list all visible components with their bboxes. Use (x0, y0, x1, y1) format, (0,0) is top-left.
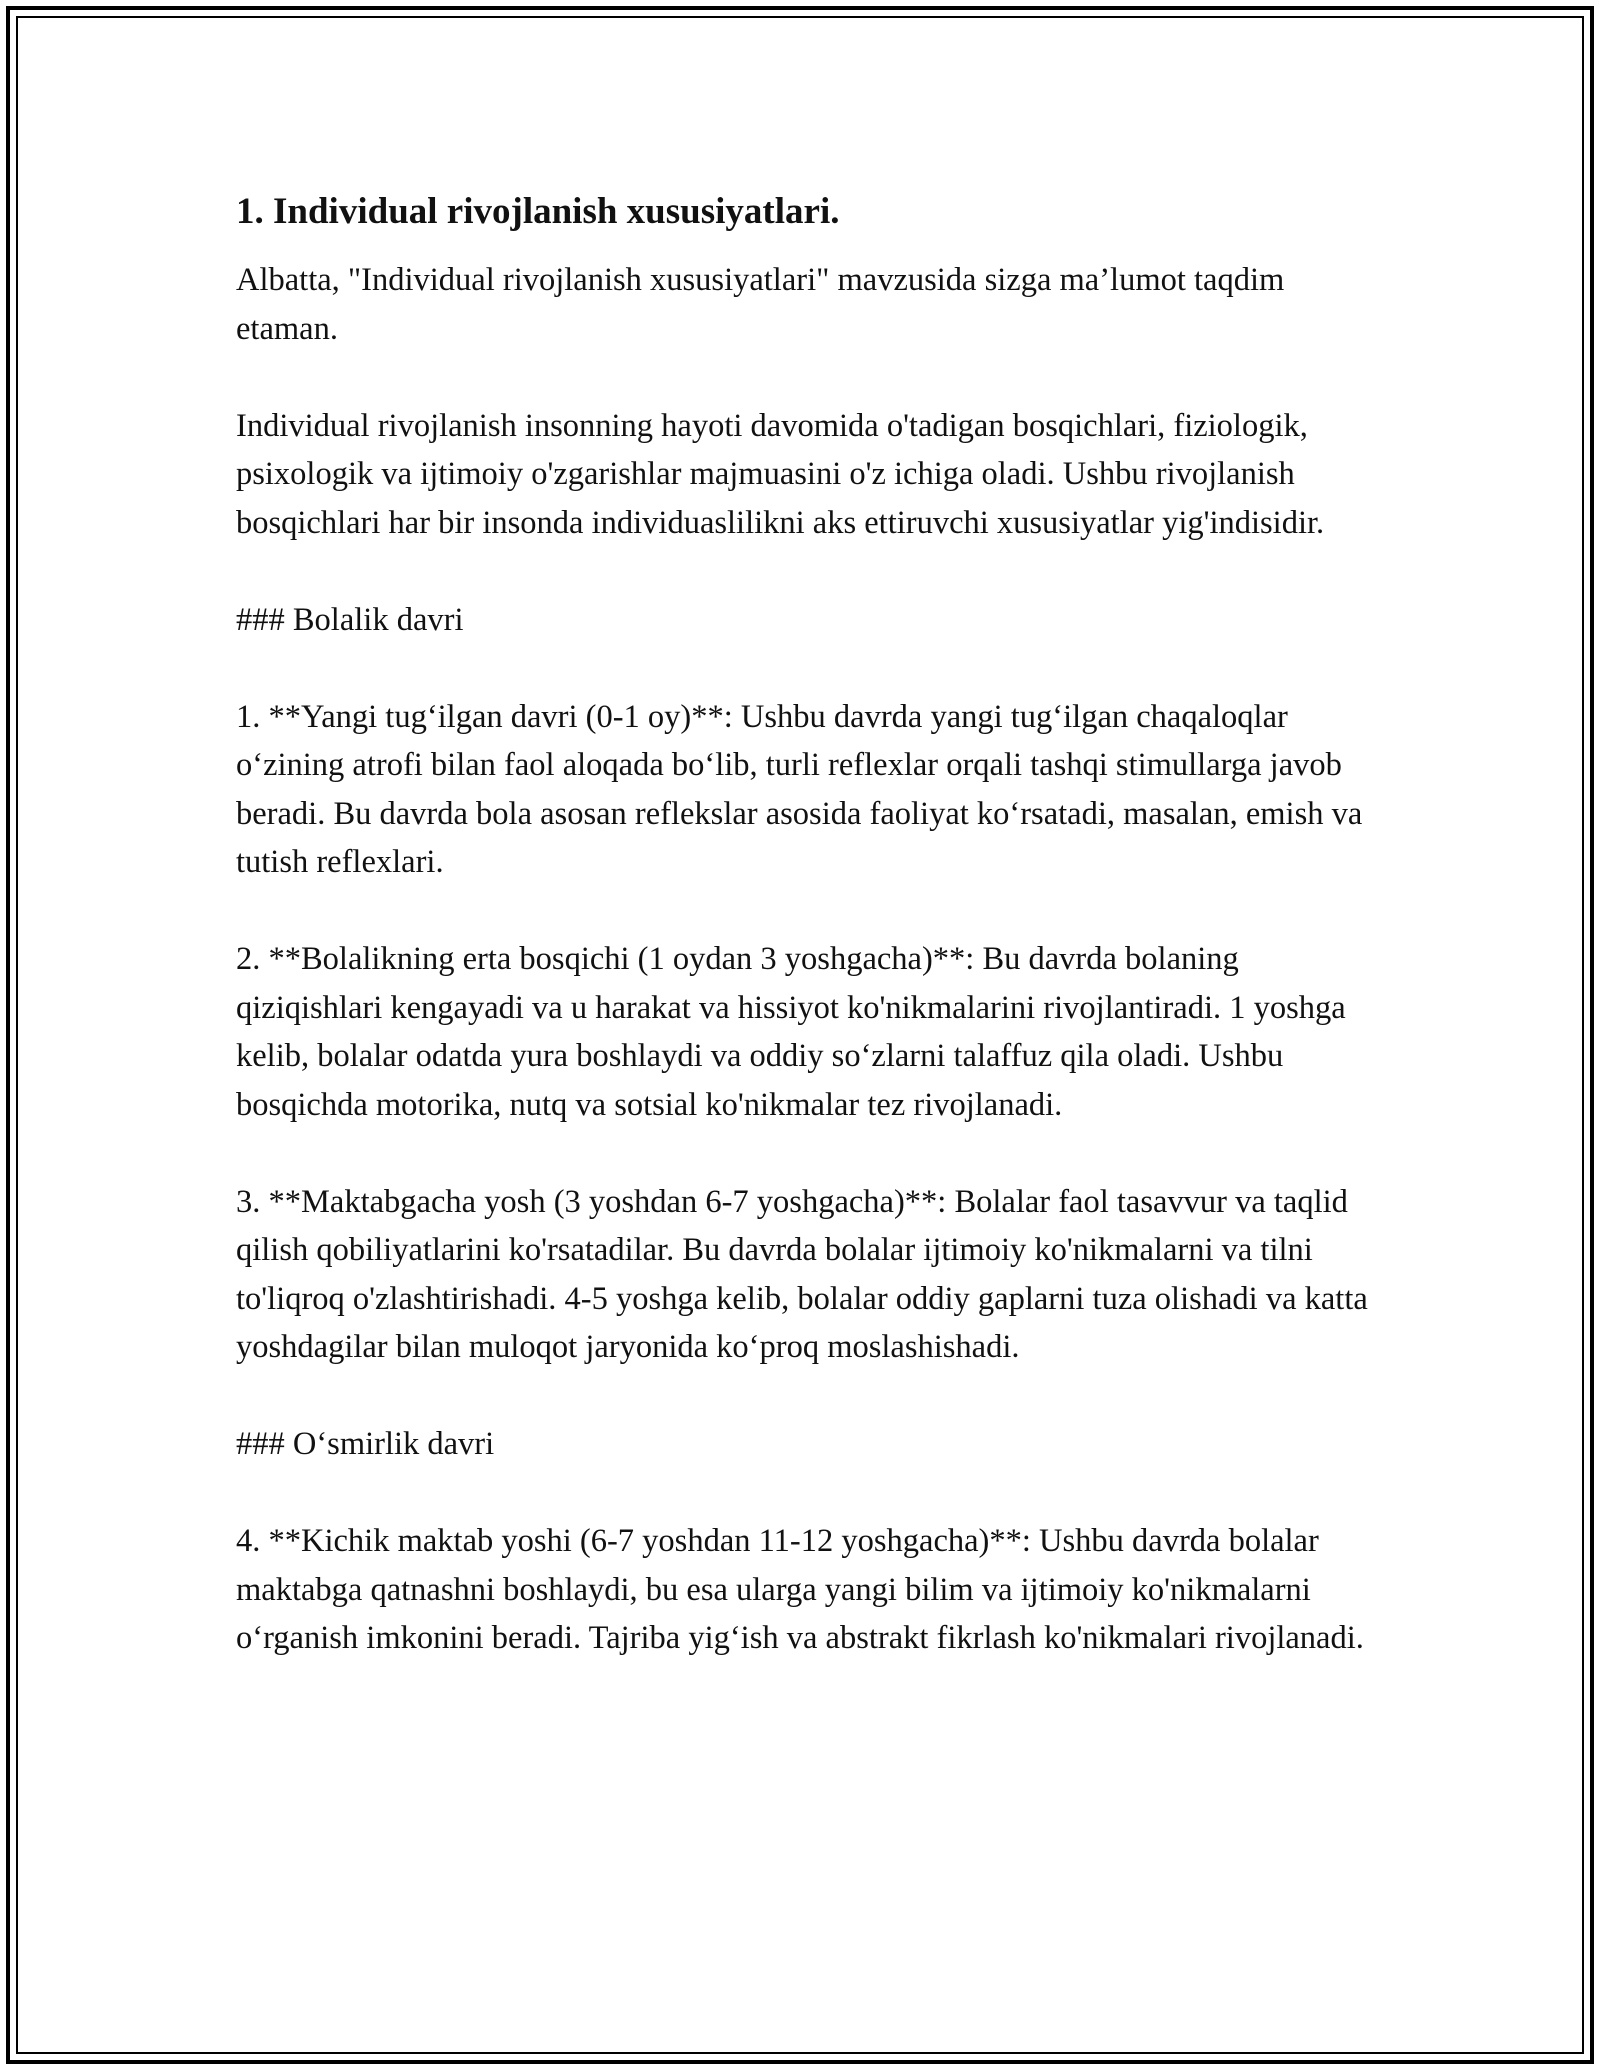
intro-paragraph: Albatta, "Individual rivojlanish xususiyatlari" mavzusida sizga ma’lumot taqdim etaman. (236, 262, 1285, 347)
list-item-4: 4. **Kichik maktab yoshi (6-7 yoshdan 11-12 yoshgacha)**: Ushbu davrda bolalar maktabga qatnashni boshlaydi, bu esa ularga yangi bilim va ijtimoiy ko'nikmalarni o‘rganish imkonini beradi. Tajriba yig‘ish va abstrakt fikrlash ko'nikmalari rivojlanadi. (236, 1523, 1364, 1656)
list-item-1: 1. **Yangi tug‘ilgan davri (0-1 oy)**: Ushbu davrda yangi tug‘ilgan chaqaloqlar o‘zining atrofi bilan faol aloqada bo‘lib, turli reflexlar orqali tashqi stimullarga javob beradi. Bu davrda bola asosan reflekslar asosida faoliyat ko‘rsatadi, masalan, emish va tutish reflexlari. (236, 698, 1363, 880)
definition-paragraph: Individual rivojlanish insonning hayoti davomida o'tadigan bosqichlari, fiziologik, psixologik va ijtimoiy o'zgarishlar majmuasini o'z ichiga oladi. Ushbu rivojlanish bosqichlari har bir insonda individuaslilikni aks ettiruvchi xususiyatlar yig'indisidir. (236, 407, 1325, 541)
document-body (236, 188, 1376, 1711)
list-item-2: 2. **Bolalikning erta bosqichi (1 oydan 3 yoshgacha)**: Bu davrda bolaning qiziqishlari kengayadi va u harakat va hissiyot ko'nikmalarini rivojlantiradi. 1 yoshga kelib, bolalar odatda yura boshlaydi va oddiy so‘zlarni talaffuz qila oladi. Ushbu bosqichda motorika, nutq va sotsial ko'nikmalar tez rivojlanadi. (236, 941, 1346, 1123)
document-title: 1. Individual rivojlanish xususiyatlari. (236, 191, 840, 232)
list-item-3: 3. **Maktabgacha yosh (3 yoshdan 6-7 yoshgacha)**: Bolalar faol tasavvur va taqlid qilish qobiliyatlarini ko'rsatadilar. Bu davrda bolalar ijtimoiy ko'nikmalarni va tilni to'liqroq o'zlashtirishadi. 4-5 yoshga kelib, bolalar oddiy gaplarni tuza olishadi va katta yoshdagilar bilan muloqot jaryonida ko‘proq moslashishadi. (236, 1183, 1368, 1365)
section-heading-bolalik: ### Bolalik davri (236, 601, 464, 638)
section-heading-osmirlik: ### O‘smirlik davri (236, 1426, 495, 1462)
